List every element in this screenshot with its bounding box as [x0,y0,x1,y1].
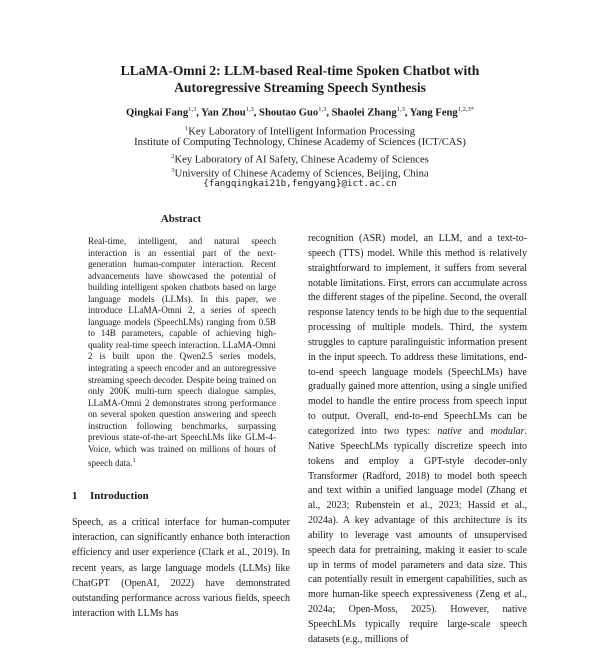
author-name: Shaolei Zhang [331,107,397,119]
section-title: Introduction [90,490,149,502]
affiliation-mark: 3 [171,167,175,174]
affiliation-text: Key Laboratory of AI Safety, Chinese Academy of Sciences [174,154,429,166]
author-name: Shoutao Guo [259,107,319,119]
body-text: and [461,425,491,437]
author-affiliation-mark: 1,3 [188,106,197,113]
body-text: . Native SpeechLMs typically discretize speech into tokens and employ a GPT-style decoder-only Transformer (Radford, 2018) to model both speech and text within a unified language model (Zhang et al., 2023; Rubenstein et al., 2023; Hassid et al., 2024a). A key advantage of this architecture is its ability to leverage vast amounts of unsupervised speech data for pretraining, making it easier to scale up in terms of model parameters and data size. This can potentially result in emergent capabilities, such as more human-like speech expressiveness (Zeng et al., 2024a; Open-Moss, 2025). However, native SpeechLMs typically require large-scale speech datasets (e.g., millions of [308,425,527,645]
affiliation-text: University of Chinese Academy of Sciences, Beijing, China [174,168,429,180]
author-email[interactable]: {fangqingkai21b,fengyang}@ict.ac.cn [203,178,397,189]
author-list: Qingkai Fang$^{1,3}$, Yan Zhou$^{1,3}$, Shoutao Guo$^{1,3}$, Shaolei Zhang$^{1,3}$, Yang Feng$^{1,2,3*}$ [126,106,474,119]
author-affiliation-mark: 1,2,3* [457,106,474,113]
affiliation-mark: 1 [184,125,189,132]
footnote-mark[interactable]: 1 [132,457,136,465]
paper-title-line-2: Autoregressive Streaming Speech Synthesis [174,80,426,95]
emphasis-term: modular [490,425,525,437]
abstract-paragraph: Real-time, intelligent, and natural speech interaction is an essential part of the next-generation human-computer interaction. Recent advancements have showcased the potential of building intelligent spoken chatbots based on large language models (LLMs). In this paper, we introduce LLaMA-Omni 2, a series of speech language models (SpeechLMs) ranging from 0.5B to 14B parameters, capable of achieving high-quality real-time speech interaction. LLaMA-Omni 2 is built upon the Qwen2.5 series models, integrating a speech encoder and an autoregressive streaming speech decoder. Despite being trained on only 200K multi-turn speech dialogue samples, LLaMA-Omni 2 demonstrates strong performance on several spoken question answering and speech instruction following benchmarks, surpassing previous state-of-the-art SpeechLMs like GLM-4-Voice, which was trained on millions of hours of speech data. [88,236,276,469]
author-affiliation-mark: 1,3 [396,106,405,113]
author-affiliation-mark: 1,3 [245,106,254,113]
introduction-paragraph: Speech, as a critical interface for human-computer interaction, can significantly enhance both interaction efficiency and user experience (Clark et al., 2019). In recent years, as large language models (LLMs) like ChatGPT (OpenAI, 2022) have demonstrated outstanding performance across various fields, speech interaction with LLMs has [72,517,290,620]
abstract-text [88,236,276,470]
section-number: 1 [72,490,78,502]
affiliation-1-institute: Institute of Computing Technology, Chinese Academy of Sciences (ICT/CAS) [134,137,466,148]
author-name: Yan Zhou [201,107,246,119]
author-name: Yang Feng [409,107,458,119]
author-affiliation-mark: 1,3 [318,106,327,113]
author-name: Qingkai Fang [126,107,189,119]
affiliation-mark: 2 [171,153,175,160]
emphasis-term: native [437,425,462,437]
right-column-text [308,232,527,648]
abstract-heading: Abstract [160,213,202,225]
body-text: recognition (ASR) model, an LLM, and a text-to-speech (TTS) model. While this method is relatively straightforward to implement, it suffers from several notable limitations. First, errors can accumulate across the different stages of the pipeline. Second, the overall response latency tends to be high due to the sequential processing of multiple models. Third, the system struggles to capture paralinguistic information present in the input speech. To address these limitations, end-to-end speech language models (SpeechLMs) have gradually gained more attention, using a single unified model to handle the entire process from speech input to output. Overall, end-to-end SpeechLMs can be categorized into two types: [308,233,527,437]
paper-title-line-1: LLaMA-Omni 2: LLM-based Real-time Spoken Chatbot with [120,63,480,78]
affiliation-text: Key Laboratory of Intelligent Information Processing [188,126,416,138]
section-heading [72,490,149,502]
